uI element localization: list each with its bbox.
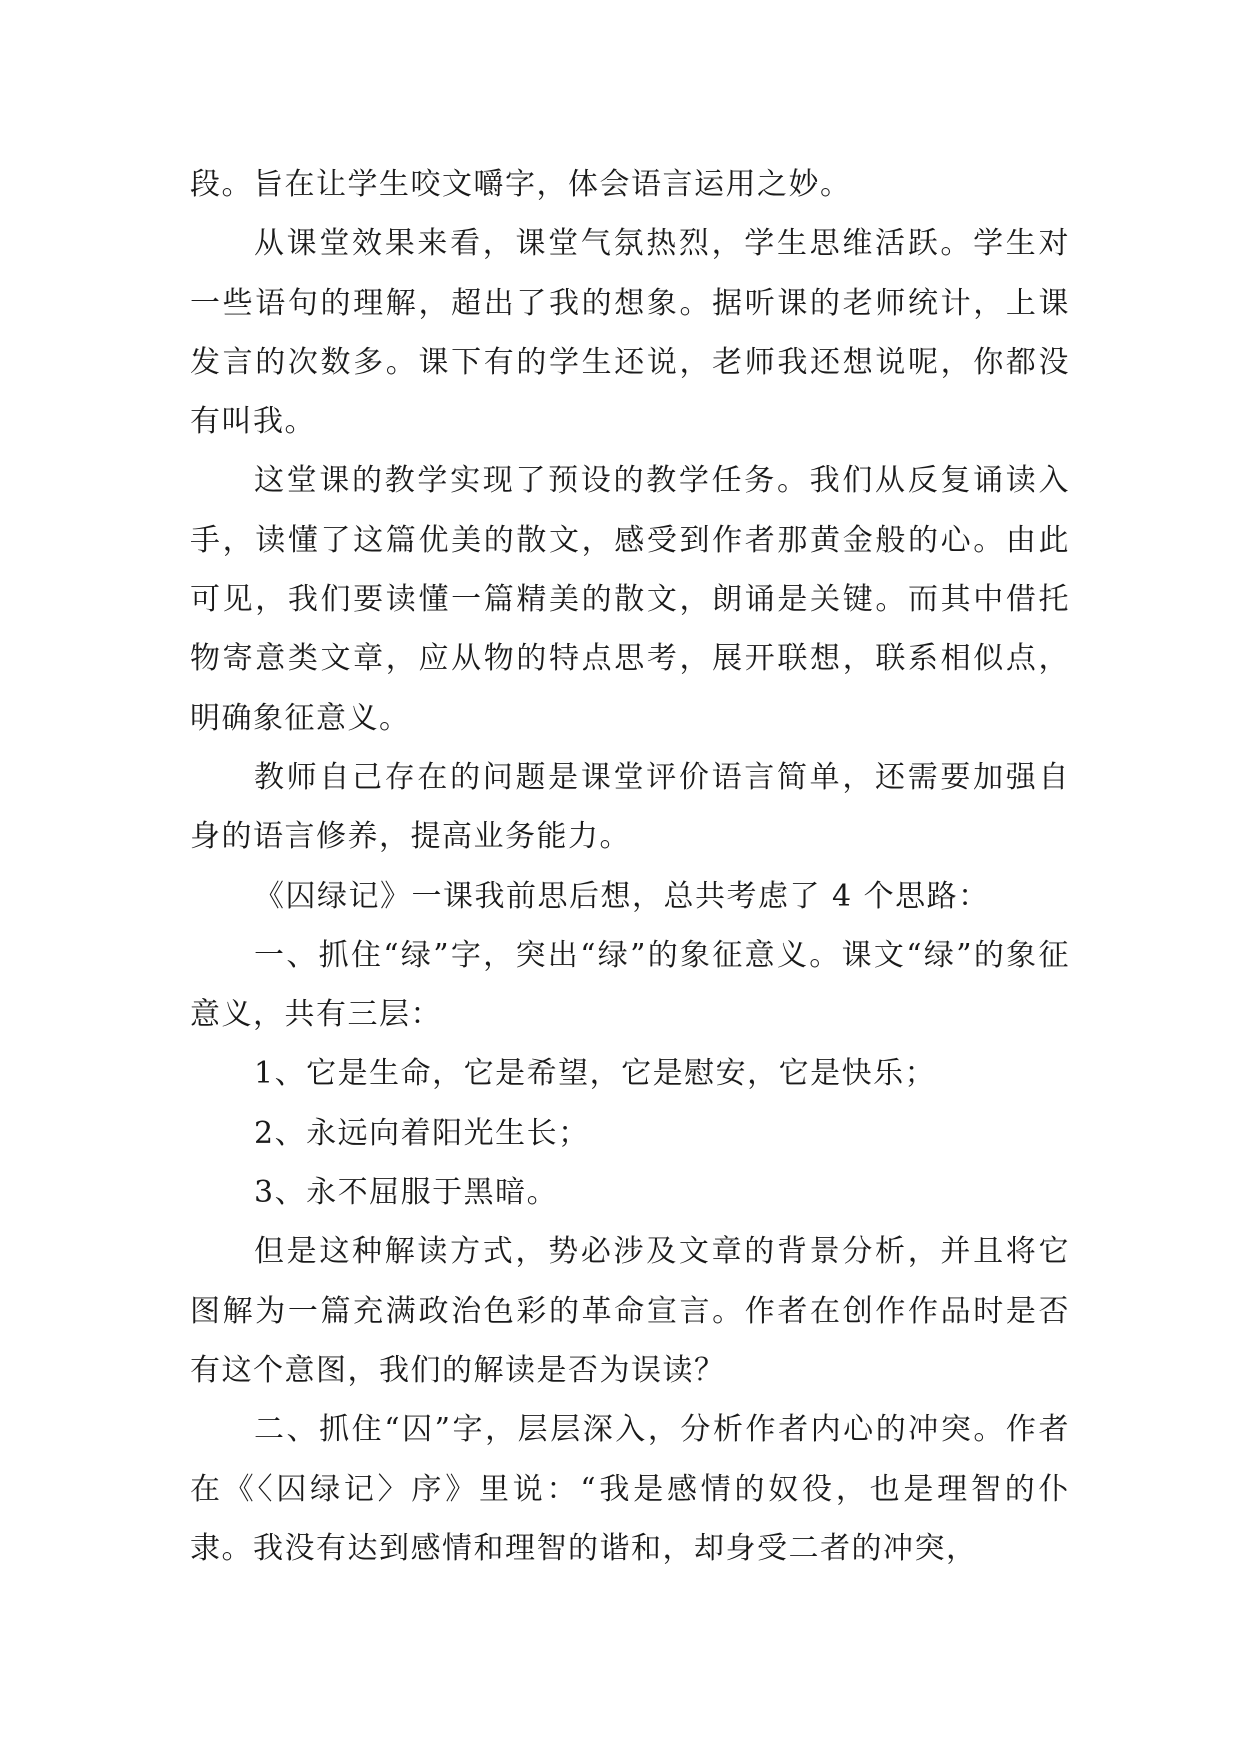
paragraph-idea-two: 二、抓住“囚”字，层层深入，分析作者内心的冲突。作者在《〈囚绿记〉序》里说：“我是感情的奴役，也是理智的仆隶。我没有达到感情和理智的谐和，却身受二者的冲突，: [190, 1412, 1070, 1566]
list-item-1: 1、它是生命，它是希望，它是慰安，它是快乐；: [254, 1056, 937, 1092]
list-item-2: 2、永远向着阳光生长；: [254, 1115, 590, 1151]
paragraph-four-ideas: 《囚绿记》一课我前思后想，总共考虑了 4 个思路：: [254, 878, 990, 914]
body-text: [190, 155, 1070, 1578]
paragraph-teaching-goal: 这堂课的教学实现了预设的教学任务。我们从反复诵读入手，读懂了这篇优美的散文，感受到作者那黄金般的心。由此可见，我们要读懂一篇精美的散文，朗诵是关键。而其中借托物寄意类文章，应从物的特点思考，展开联想，联系相似点，明确象征意义。: [190, 463, 1070, 736]
paragraph-classroom-effect: 从课堂效果来看，课堂气氛热烈，学生思维活跃。学生对一些语句的理解，超出了我的想象。据听课的老师统计，上课发言的次数多。课下有的学生还说，老师我还想说呢，你都没有叫我。: [190, 226, 1070, 440]
paragraph-idea-one: 一、抓住“绿”字，突出“绿”的象征意义。课文“绿”的象征意义，共有三层：: [190, 937, 1070, 1033]
list-item-3: 3、永不屈服于黑暗。: [254, 1175, 559, 1211]
paragraph-continuation: 段。旨在让学生咬文嚼字，体会语言运用之妙。: [190, 167, 852, 202]
paragraph-reading-concern: 但是这种解读方式，势必涉及文章的背景分析，并且将它图解为一篇充满政治色彩的革命宣言。作者在创作作品时是否有这个意图，我们的解读是否为误读？: [190, 1234, 1070, 1388]
paragraph-teacher-problem: 教师自己存在的问题是课堂评价语言简单，还需要加强自身的语言修养，提高业务能力。: [190, 759, 1070, 855]
